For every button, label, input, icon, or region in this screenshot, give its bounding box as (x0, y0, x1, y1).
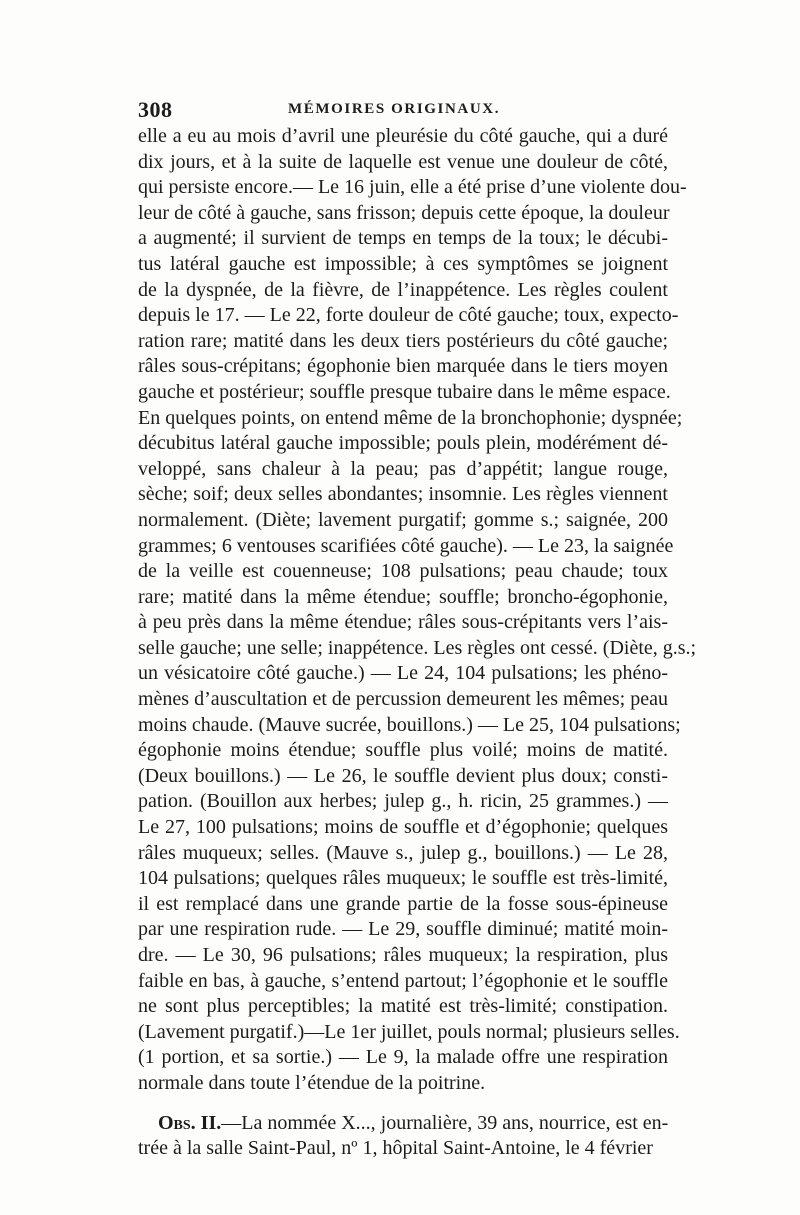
text-line: il est remplacé dans une grande partie de la fosse sous-épineuse (138, 892, 668, 915)
observation-label: Obs. II. (158, 1111, 222, 1134)
body-text (138, 124, 697, 1162)
text-line: à peu près dans la même étendue; râles sous-crépitants vers l’ais- (138, 611, 668, 634)
text-line: elle a eu au mois d’avril une pleurésie du côté gauche, qui a duré (138, 125, 668, 147)
text-line: En quelques points, on entend même de la bronchophonie; dyspnée; (138, 406, 683, 429)
text-line: grammes; 6 ventouses scarifiées côté gauche). — Le 23, la saignée (138, 534, 674, 557)
text-line: égophonie moins étendue; souffle plus voilé; moins de matité. (138, 739, 668, 762)
text-line: râles muqueux; selles. (Mauve s., julep g., bouillons.) — Le 28, (138, 841, 668, 864)
text-line: décubitus latéral gauche impossible; pouls plein, modérément dé- (138, 432, 668, 455)
observation-text: —La nommée X..., journalière, 39 ans, nourrice, est en- (221, 1111, 669, 1134)
text-line: qui persiste encore.— Le 16 juin, elle a été prise d’une violente dou- (138, 176, 687, 199)
text-line: ne sont plus perceptibles; la matité est très-limité; constipation. (138, 995, 668, 1018)
paragraph-observation-2 (138, 1111, 668, 1162)
text-line: 104 pulsations; quelques râles muqueux; le souffle est très-limité, (138, 867, 668, 890)
text-line: depuis le 17. — Le 22, forte douleur de côté gauche; toux, expecto- (138, 304, 679, 327)
text-line (138, 1111, 668, 1137)
text-line: dre. — Le 30, 96 pulsations; râles muqueux; la respiration, plus (138, 944, 668, 966)
text-line: trée à la salle Saint-Paul, nº 1, hôpital Saint-Antoine, le 4 février (138, 1137, 653, 1160)
text-line: gauche et postérieur; souffle presque tubaire dans le même espace. (138, 380, 671, 403)
text-line: dix jours, et à la suite de laquelle est venue une douleur de côté, (138, 150, 668, 173)
text-line: un vésicatoire côté gauche.) — Le 24, 104 pulsations; les phéno- (138, 662, 668, 685)
text-line: leur de côté à gauche, sans frisson; depuis cette époque, la douleur (138, 201, 670, 224)
text-line: de la veille est couenneuse; 108 pulsations; peau chaude; toux (138, 560, 668, 583)
text-line: normale dans toute l’étendue de la poitrine. (138, 1071, 486, 1094)
text-line: selle gauche; une selle; inappétence. Les règles ont cessé. (Diète, g.s.; (138, 636, 697, 659)
text-line: Le 27, 100 pulsations; moins de souffle et d’égophonie; quelques (138, 816, 668, 839)
text-line: normalement. (Diète; lavement purgatif; gomme s.; saignée, 200 (138, 508, 668, 531)
text-line: moins chaude. (Mauve sucrée, bouillons.) — Le 25, 104 pulsations; (138, 713, 681, 736)
text-line: râles sous-crépitans; égophonie bien marquée dans le tiers moyen (138, 355, 668, 378)
page-number: 308 (138, 97, 173, 122)
text-line: mènes d’auscultation et de percussion demeurent les mêmes; peau (138, 688, 668, 711)
text-line: a augmenté; il survient de temps en temps de la toux; le décubi- (138, 227, 668, 250)
text-line: ration rare; matité dans les deux tiers postérieurs du côté gauche; (138, 329, 668, 352)
text-line: (1 portion, et sa sortie.) — Le 9, la malade offre une respiration (138, 1046, 668, 1069)
text-line: veloppé, sans chaleur à la peau; pas d’appétit; langue rouge, (138, 457, 668, 480)
text-line: rare; matité dans la même étendue; souffle; broncho-égophonie, (138, 585, 668, 608)
text-line: pation. (Bouillon aux herbes; julep g., h. ricin, 25 grammes.) — (138, 790, 668, 813)
text-line: faible en bas, à gauche, s’entend partout; l’égophonie et le souffle (138, 969, 668, 992)
paragraph-gap (138, 1097, 668, 1111)
running-head: MÉMOIRES ORIGINAUX. (288, 101, 501, 117)
text-line: sèche; soif; deux selles abondantes; insomnie. Les règles viennent (138, 483, 668, 506)
text-line: de la dyspnée, de la fièvre, de l’inappétence. Les règles coulent (138, 278, 668, 301)
page-header (138, 97, 668, 123)
text-line: (Lavement purgatif.)—Le 1er juillet, pouls normal; plusieurs selles. (138, 1020, 680, 1043)
paragraph-case-continuation (138, 124, 697, 1097)
text-line: (Deux bouillons.) — Le 26, le souffle devient plus doux; consti- (138, 764, 668, 787)
text-line: tus latéral gauche est impossible; à ces symptômes se joignent (138, 252, 668, 275)
text-line: par une respiration rude. — Le 29, souffle diminué; matité moin- (138, 918, 668, 941)
